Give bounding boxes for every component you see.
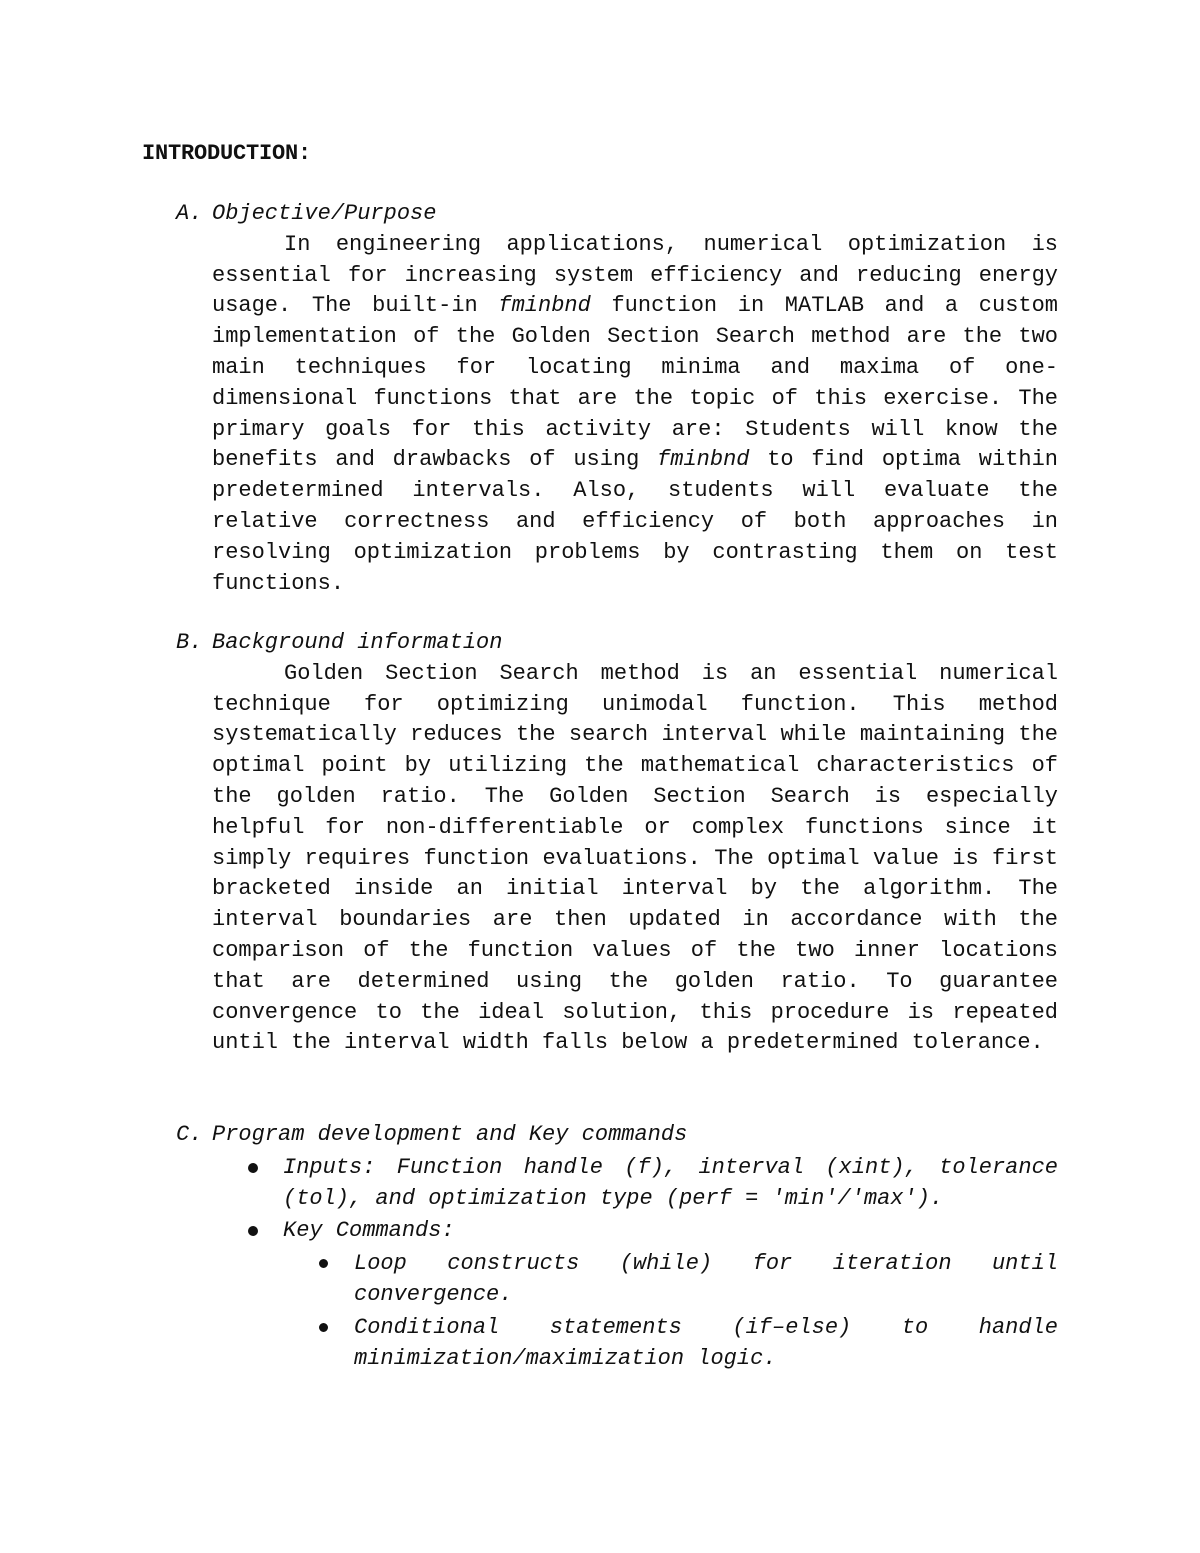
section-title-text: Objective/Purpose — [212, 201, 437, 226]
page-heading: INTRODUCTION: — [142, 141, 312, 166]
bullet-dot-icon — [248, 1226, 258, 1236]
bullet-text: Key Commands: — [283, 1218, 455, 1244]
section-title-text: Program development and Key commands — [212, 1122, 688, 1147]
bullet-list — [176, 1153, 1060, 1375]
bullet-circle-icon — [319, 1323, 328, 1332]
list-item-inputs — [283, 1153, 1058, 1215]
section-letter: A. — [176, 201, 203, 226]
section-objective — [176, 199, 1060, 599]
objective-text-2: function in MATLAB and a custom implementation of the Golden Section Search method are the two main techniques for locating minima and maxima of one-dimensional functions that are the topic of this exercise. The primary goals for this activity are: Students will know the benefits and drawbacks of using — [212, 293, 1059, 473]
sub-bullet-text: Loop constructs (while) for iteration until convergence. — [354, 1251, 1058, 1307]
sub-bullet-list — [283, 1249, 1058, 1374]
bullet-circle-icon — [319, 1259, 328, 1268]
section-title-program-development — [176, 1120, 1060, 1151]
section-title-objective — [176, 199, 1060, 230]
list-item-key-commands — [283, 1216, 1058, 1374]
sub-bullet-text: Conditional statements (if–else) to handle minimization/maximization logic. — [354, 1314, 1058, 1371]
bullet-text: Inputs: Function handle (f), interval (xint), tolerance (tol), and optimization type (perf = 'min'/'max'). — [283, 1154, 1058, 1211]
objective-paragraph — [212, 230, 1058, 600]
fminbnd-term: fminbnd — [498, 293, 591, 319]
sub-list-item — [354, 1313, 1058, 1375]
bullet-dot-icon — [248, 1163, 258, 1173]
section-title-text: Background information — [212, 630, 503, 655]
section-letter: B. — [176, 630, 203, 655]
objective-text-1: In engineering applications, numerical optimization is essential for increasing system efficiency and reducing energy usage. The built-in — [212, 231, 1058, 319]
objective-text-3: to find optima within predetermined intervals. Also, students will evaluate the relative correctness and efficiency of both approaches in resolving optimization problems by contrasting them on test functions. — [212, 447, 1059, 596]
background-paragraph: Golden Section Search method is an essential numerical technique for optimizing unimodal function. This method systematically reduces the search interval while maintaining the optimal point by utilizing the mathematical characteristics of the golden ratio. The Golden Section Search is especially helpful for non-differentiable or complex functions since it simply requires function evaluations. The optimal value is first bracketed inside an initial interval by the algorithm. The interval boundaries are then updated in accordance with the comparison of the function values of the two inner locations that are determined using the golden ratio. To guarantee convergence to the ideal solution, this procedure is repeated until the interval width falls below a predetermined tolerance. — [212, 660, 1058, 1056]
section-program-development — [176, 1120, 1060, 1374]
section-title-background — [176, 628, 1060, 659]
fminbnd-term: fminbnd — [657, 447, 750, 473]
section-letter: C. — [176, 1122, 203, 1147]
sub-list-item — [354, 1249, 1058, 1311]
section-background — [176, 628, 1060, 1059]
